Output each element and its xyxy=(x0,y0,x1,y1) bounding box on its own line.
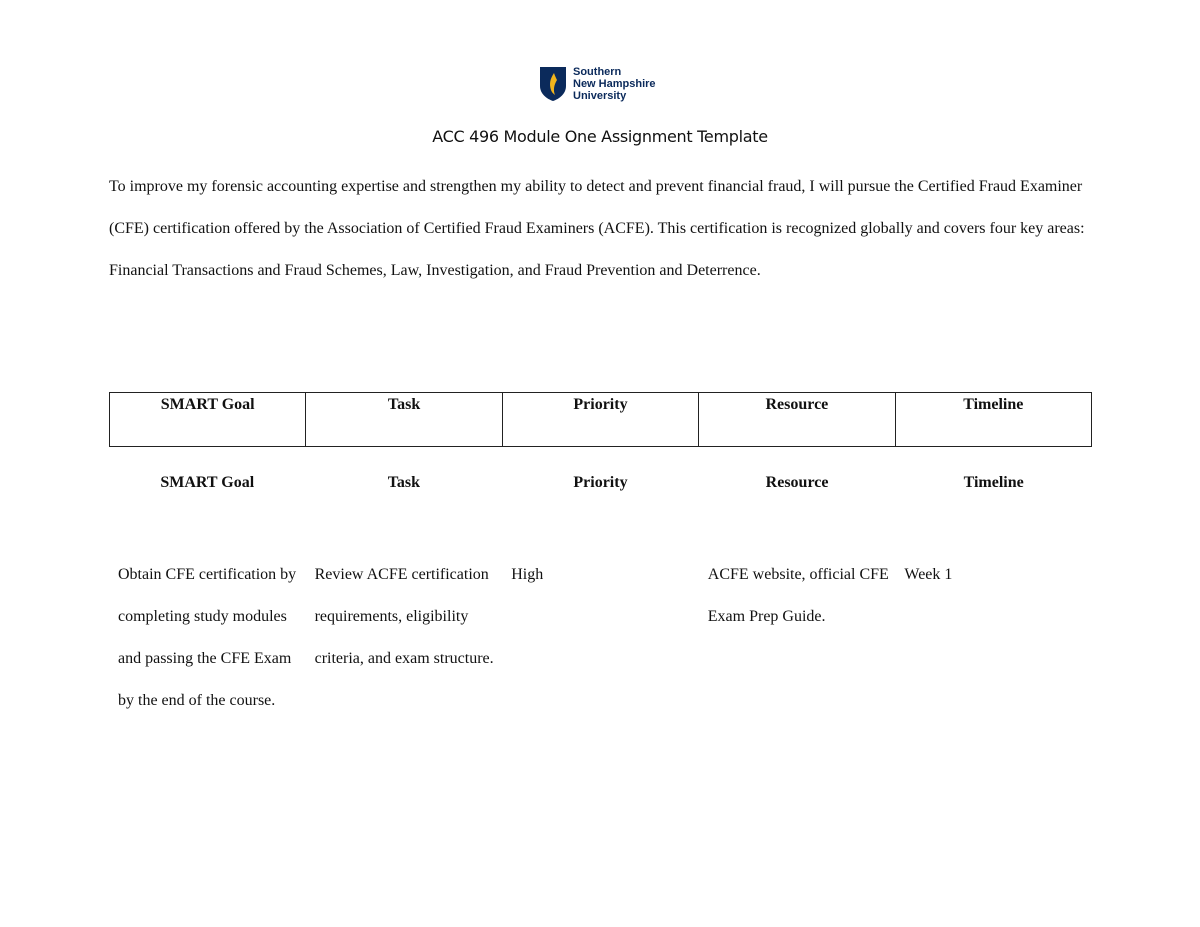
cell-smart-goal: Obtain CFE certification by completing study modules and passing the CFE Exam by the end of the course. xyxy=(118,566,297,709)
cell-timeline: Week 1 xyxy=(904,566,953,583)
table-row xyxy=(109,554,1092,722)
header-smart-goal: SMART Goal xyxy=(110,393,306,447)
cell-task: Review ACFE certification requirements, eligibility criteria, and exam structure. xyxy=(314,566,494,667)
cell-resource: ACFE website, official CFE Exam Prep Guide. xyxy=(707,566,889,625)
shield-flame-icon xyxy=(539,66,567,102)
intro-paragraph: To improve my forensic accounting expertise and strengthen my ability to detect and prevent financial fraud, I will pursue the Certified Fraud Examiner (CFE) certification offered by the Association of Certified Fraud Examiners (ACFE). This certification is recognized globally and covers four key areas: Financial Transactions and Fraud Schemes, Law, Investigation, and Fraud Prevention and Deterrence. xyxy=(109,178,1085,279)
header-timeline: Timeline xyxy=(895,393,1091,447)
repeated-header-row xyxy=(109,474,1092,492)
header-smart-goal-repeat: SMART Goal xyxy=(160,474,255,491)
header-resource-repeat: Resource xyxy=(765,474,829,491)
table-header-row xyxy=(110,393,1092,447)
logo-wordmark xyxy=(573,66,656,102)
logo-line-2: New Hampshire xyxy=(573,78,656,90)
header-resource: Resource xyxy=(699,393,895,447)
header-priority-repeat: Priority xyxy=(573,474,628,491)
header-task-repeat: Task xyxy=(387,474,421,491)
header-timeline-repeat: Timeline xyxy=(963,474,1024,491)
header-priority: Priority xyxy=(502,393,698,447)
header-task: Task xyxy=(306,393,502,447)
goal-header-table xyxy=(109,392,1092,447)
logo-line-1: Southern xyxy=(573,66,622,78)
cell-priority: High xyxy=(511,566,544,583)
logo-line-3: University xyxy=(573,90,627,102)
university-logo xyxy=(539,66,669,104)
document-title: ACC 496 Module One Assignment Template xyxy=(432,127,768,146)
